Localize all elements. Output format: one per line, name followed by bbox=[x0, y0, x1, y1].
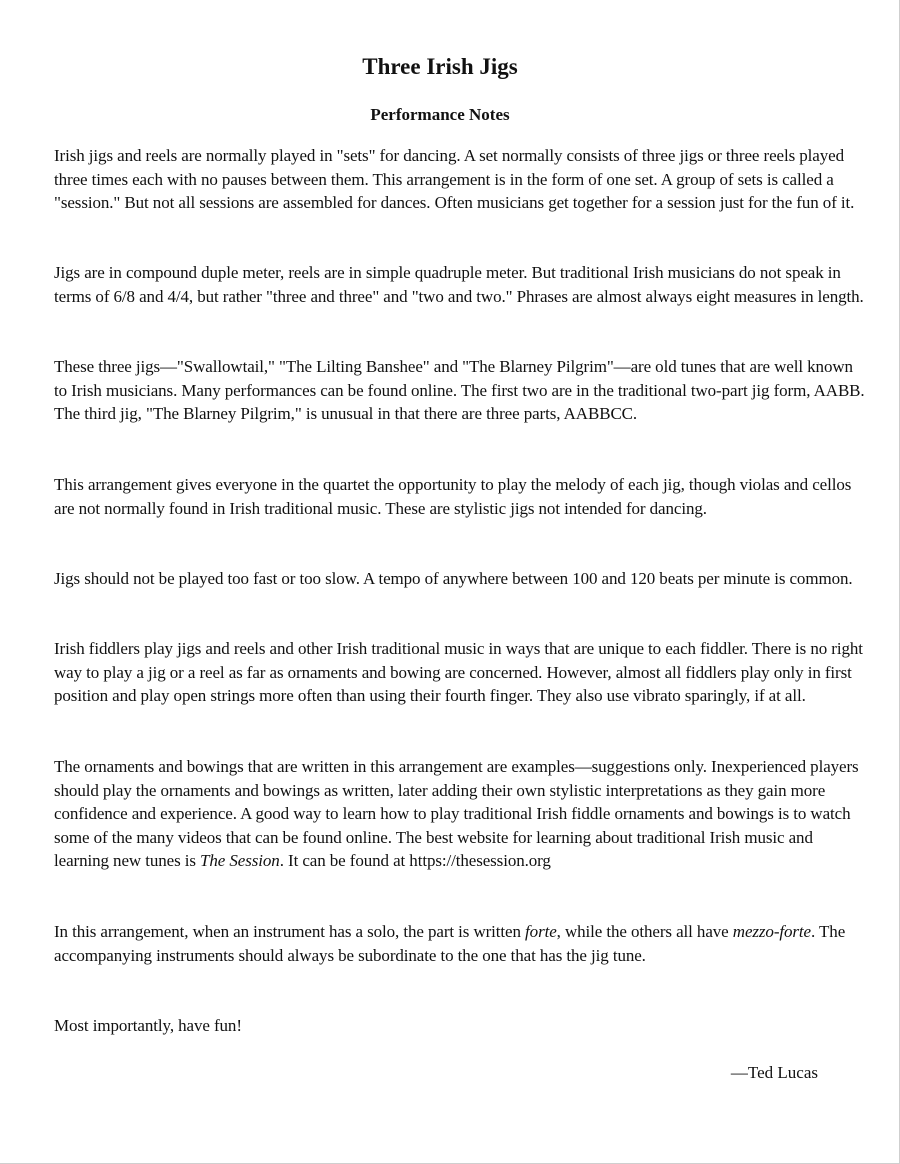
paragraph-have-fun: Most importantly, have fun! bbox=[54, 1016, 242, 1035]
paragraph-sets-and-sessions: Irish jigs and reels are normally played in "sets" for dancing. A set normally consists of three jigs or three reels played three times each with no pauses between them. This arrangement is in the form of one set. A group of sets is called a "session." But not all sessions are assembled for dances. Often musicians get together for a session just for the fun of it. bbox=[54, 146, 855, 212]
website-name: The Session bbox=[200, 851, 280, 870]
paragraph-arrangement: This arrangement gives everyone in the quartet the opportunity to play the melody of each jig, though violas and cellos are not normally found in Irish traditional music. These are stylistic jigs not intended for dancing. bbox=[54, 475, 852, 518]
paragraph-dynamics bbox=[54, 920, 870, 967]
paragraph-fiddlers: Irish fiddlers play jigs and reels and other Irish traditional music in ways that are unique to each fiddler. There is no right way to play a jig or a reel as far as ornaments and bowing are concerned. However, almost all fiddlers play only in first position and play open strings more often than using their fourth finger. They also use vibrato sparingly, if at all. bbox=[54, 639, 863, 705]
website-url-text: . It can be found at https://thesession.org bbox=[279, 851, 551, 870]
page-subtitle: Performance Notes bbox=[370, 105, 510, 124]
paragraph-tempo: Jigs should not be played too fast or too slow. A tempo of anywhere between 100 and 120 beats per minute is common. bbox=[54, 569, 853, 588]
dynamics-text-3: . The accompanying instruments should always be subordinate to the one that has the jig tune. bbox=[54, 922, 846, 965]
paragraph-three-jigs: These three jigs—"Swallowtail," "The Lilting Banshee" and "The Blarney Pilgrim"—are old tunes that are well known to Irish musicians. Many performances can be found online. The first two are in the traditional two-part jig form, AABB. The third jig, "The Blarney Pilgrim," is unusual in that there are three parts, AABBCC. bbox=[54, 357, 865, 423]
dynamics-text-1: In this arrangement, when an instrument has a solo, the part is written bbox=[54, 922, 526, 941]
dynamics-text-2: , while the others all have bbox=[556, 922, 733, 941]
paragraph-meter: Jigs are in compound duple meter, reels are in simple quadruple meter. But traditional Irish musicians do not speak in terms of 6/8 and 4/4, but rather "three and three" and "two and two." Phrases are almost always eight measures in length. bbox=[54, 263, 864, 306]
dynamic-mezzo-forte: mezzo-forte bbox=[732, 922, 812, 941]
paragraph-ornaments bbox=[54, 755, 870, 873]
page-title: Three Irish Jigs bbox=[362, 54, 518, 79]
author-signature: —Ted Lucas bbox=[730, 1063, 818, 1082]
dynamic-forte: forte bbox=[525, 922, 557, 941]
ornaments-text: The ornaments and bowings that are written in this arrangement are examples—suggestions only. Inexperienced players should play the ornaments and bowings as written, later adding their own stylistic interpretations as they gain more confidence and experience. A good way to learn how to play traditional Irish fiddle ornaments and bowings is to watch some of the many videos that can be found online. The best website for learning about traditional Irish music and learning new tunes is bbox=[54, 757, 859, 870]
